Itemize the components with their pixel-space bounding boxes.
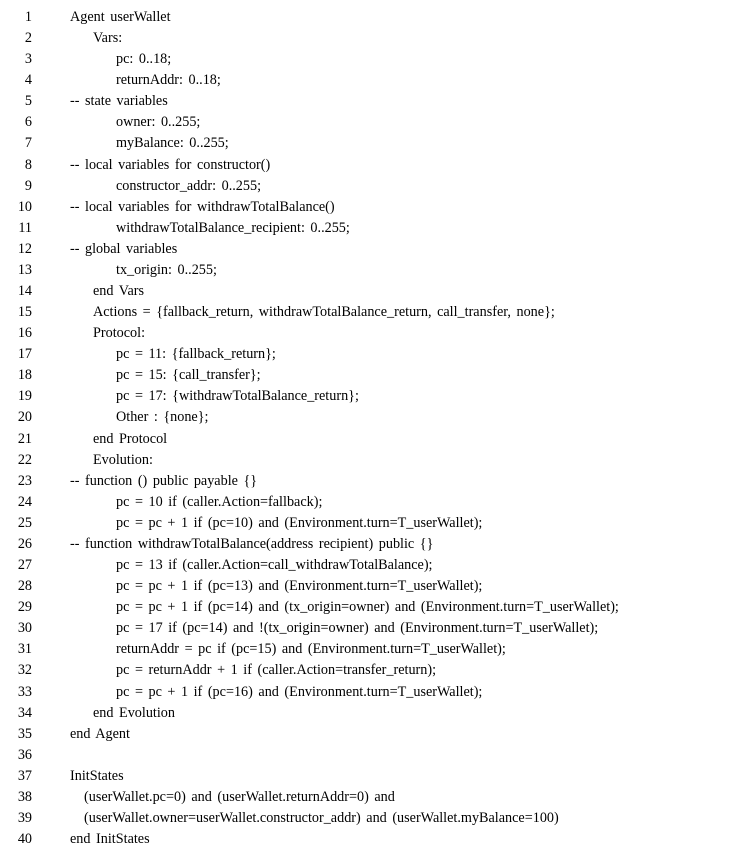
line-number: 16 (17, 325, 32, 342)
line-number: 22 (17, 451, 32, 468)
line-number: 17 (17, 346, 32, 363)
line-number: 14 (17, 283, 32, 300)
code-text: pc: 0..18; (116, 51, 172, 68)
code-text: Actions = {fallback_return, withdrawTotalBalance_return, call_transfer, none}; (93, 304, 555, 321)
line-number: 1 (24, 9, 32, 25)
code-line (0, 239, 739, 260)
code-line (0, 787, 739, 808)
code-text: end Protocol (93, 430, 168, 447)
code-line (0, 407, 739, 428)
line-number: 18 (17, 367, 32, 384)
code-text: Vars: (93, 30, 123, 47)
line-number: 31 (17, 641, 32, 658)
line-number: 6 (24, 114, 32, 131)
code-text: constructor_addr: 0..255; (116, 177, 262, 194)
code-text: returnAddr: 0..18; (116, 72, 221, 89)
code-line (0, 133, 739, 154)
line-number: 15 (17, 304, 32, 321)
line-number: 7 (24, 135, 32, 152)
code-text: Agent userWallet (70, 9, 171, 25)
line-number: 25 (17, 514, 32, 531)
code-text: end Vars (93, 283, 144, 300)
code-line (0, 7, 739, 28)
line-number: 8 (24, 156, 32, 173)
line-number: 5 (24, 93, 32, 110)
code-line (0, 91, 739, 112)
line-number: 2 (24, 30, 32, 47)
line-number: 13 (17, 261, 32, 278)
code-line (0, 70, 739, 91)
code-text: end InitStates (70, 831, 150, 848)
code-line (0, 260, 739, 281)
code-text: (userWallet.pc=0) and (userWallet.returnAddr=0) and (84, 788, 395, 805)
code-comment: -- local variables for withdrawTotalBalance() (70, 198, 335, 215)
code-text: pc = 17: {withdrawTotalBalance_return}; (116, 388, 359, 405)
code-text: pc = pc + 1 if (pc=10) and (Environment.turn=T_userWallet); (116, 514, 483, 531)
code-text: pc = 10 if (caller.Action=fallback); (116, 493, 323, 510)
code-text: returnAddr = pc if (pc=15) and (Environment.turn=T_userWallet); (116, 641, 506, 658)
code-text: (userWallet.owner=userWallet.constructor_addr) and (userWallet.myBalance=100) (84, 809, 559, 826)
line-number: 27 (17, 557, 32, 574)
code-line (0, 576, 739, 597)
code-line (0, 703, 739, 724)
code-line (0, 660, 739, 681)
code-line (0, 555, 739, 576)
code-text: owner: 0..255; (116, 114, 201, 131)
line-number: 36 (17, 746, 32, 763)
line-number: 21 (17, 430, 32, 447)
code-comment: -- global variables (70, 240, 178, 257)
code-line (0, 492, 739, 513)
code-line (0, 471, 739, 492)
code-line (0, 808, 739, 829)
code-text: pc = pc + 1 if (pc=14) and (tx_origin=owner) and (Environment.turn=T_userWallet); (116, 599, 619, 616)
code-line (0, 112, 739, 133)
line-number: 23 (17, 472, 32, 489)
code-line (0, 618, 739, 639)
code-text: Other : {none}; (116, 409, 209, 426)
line-number: 39 (17, 809, 32, 826)
code-line (0, 365, 739, 386)
line-number: 38 (17, 788, 32, 805)
line-number: 33 (17, 683, 32, 700)
code-line (0, 429, 739, 450)
code-line (0, 513, 739, 534)
code-text: pc = 13 if (caller.Action=call_withdrawTotalBalance); (116, 557, 433, 574)
line-number: 37 (17, 767, 32, 784)
line-number: 24 (17, 493, 32, 510)
line-number: 34 (17, 704, 32, 721)
code-line (0, 724, 739, 745)
code-text: InitStates (70, 767, 124, 784)
code-comment: -- function () public payable {} (70, 472, 258, 489)
code-text: pc = 15: {call_transfer}; (116, 367, 261, 384)
line-number: 35 (17, 725, 32, 742)
line-number: 32 (17, 662, 32, 679)
line-number: 20 (17, 409, 32, 426)
code-text: pc = 17 if (pc=14) and !(tx_origin=owner) and (Environment.turn=T_userWallet); (116, 620, 599, 637)
line-number: 3 (24, 51, 32, 68)
line-number: 26 (17, 535, 32, 552)
code-comment: -- state variables (70, 93, 168, 110)
code-text: myBalance: 0..255; (116, 135, 229, 152)
code-line (0, 829, 739, 850)
code-line (0, 639, 739, 660)
line-number: 10 (17, 198, 32, 215)
code-text: pc = returnAddr + 1 if (caller.Action=transfer_return); (116, 662, 437, 679)
code-line (0, 682, 739, 703)
code-line (0, 323, 739, 344)
code-text: pc = 11: {fallback_return}; (116, 346, 276, 363)
code-text: pc = pc + 1 if (pc=13) and (Environment.turn=T_userWallet); (116, 578, 483, 595)
code-text: Evolution: (93, 451, 153, 468)
code-line (0, 450, 739, 471)
code-line (0, 281, 739, 302)
code-comment: -- local variables for constructor() (70, 156, 271, 173)
line-number: 11 (18, 219, 32, 236)
code-line (0, 534, 739, 555)
code-line (0, 49, 739, 70)
line-number: 9 (24, 177, 32, 194)
code-line (0, 386, 739, 407)
code-text: Protocol: (93, 325, 146, 342)
code-text: tx_origin: 0..255; (116, 261, 217, 278)
line-number: 19 (17, 388, 32, 405)
line-number: 40 (17, 831, 32, 848)
code-text: end Evolution (93, 704, 175, 721)
code-text: pc = pc + 1 if (pc=16) and (Environment.turn=T_userWallet); (116, 683, 483, 700)
code-line (0, 155, 739, 176)
code-line (0, 218, 739, 239)
code-text: end Agent (70, 725, 130, 742)
code-line (0, 597, 739, 618)
code-line (0, 344, 739, 365)
code-line (0, 28, 739, 49)
line-number: 30 (17, 620, 32, 637)
code-line (0, 745, 739, 766)
code-text: withdrawTotalBalance_recipient: 0..255; (116, 219, 350, 236)
line-number: 29 (17, 599, 32, 616)
code-comment: -- function withdrawTotalBalance(address recipient) public {} (70, 535, 434, 552)
line-number: 28 (17, 578, 32, 595)
code-line (0, 197, 739, 218)
code-line (0, 176, 739, 197)
code-line (0, 766, 739, 787)
code-line (0, 302, 739, 323)
code-listing (0, 7, 739, 850)
line-number: 12 (17, 240, 32, 257)
line-number: 4 (24, 72, 32, 89)
